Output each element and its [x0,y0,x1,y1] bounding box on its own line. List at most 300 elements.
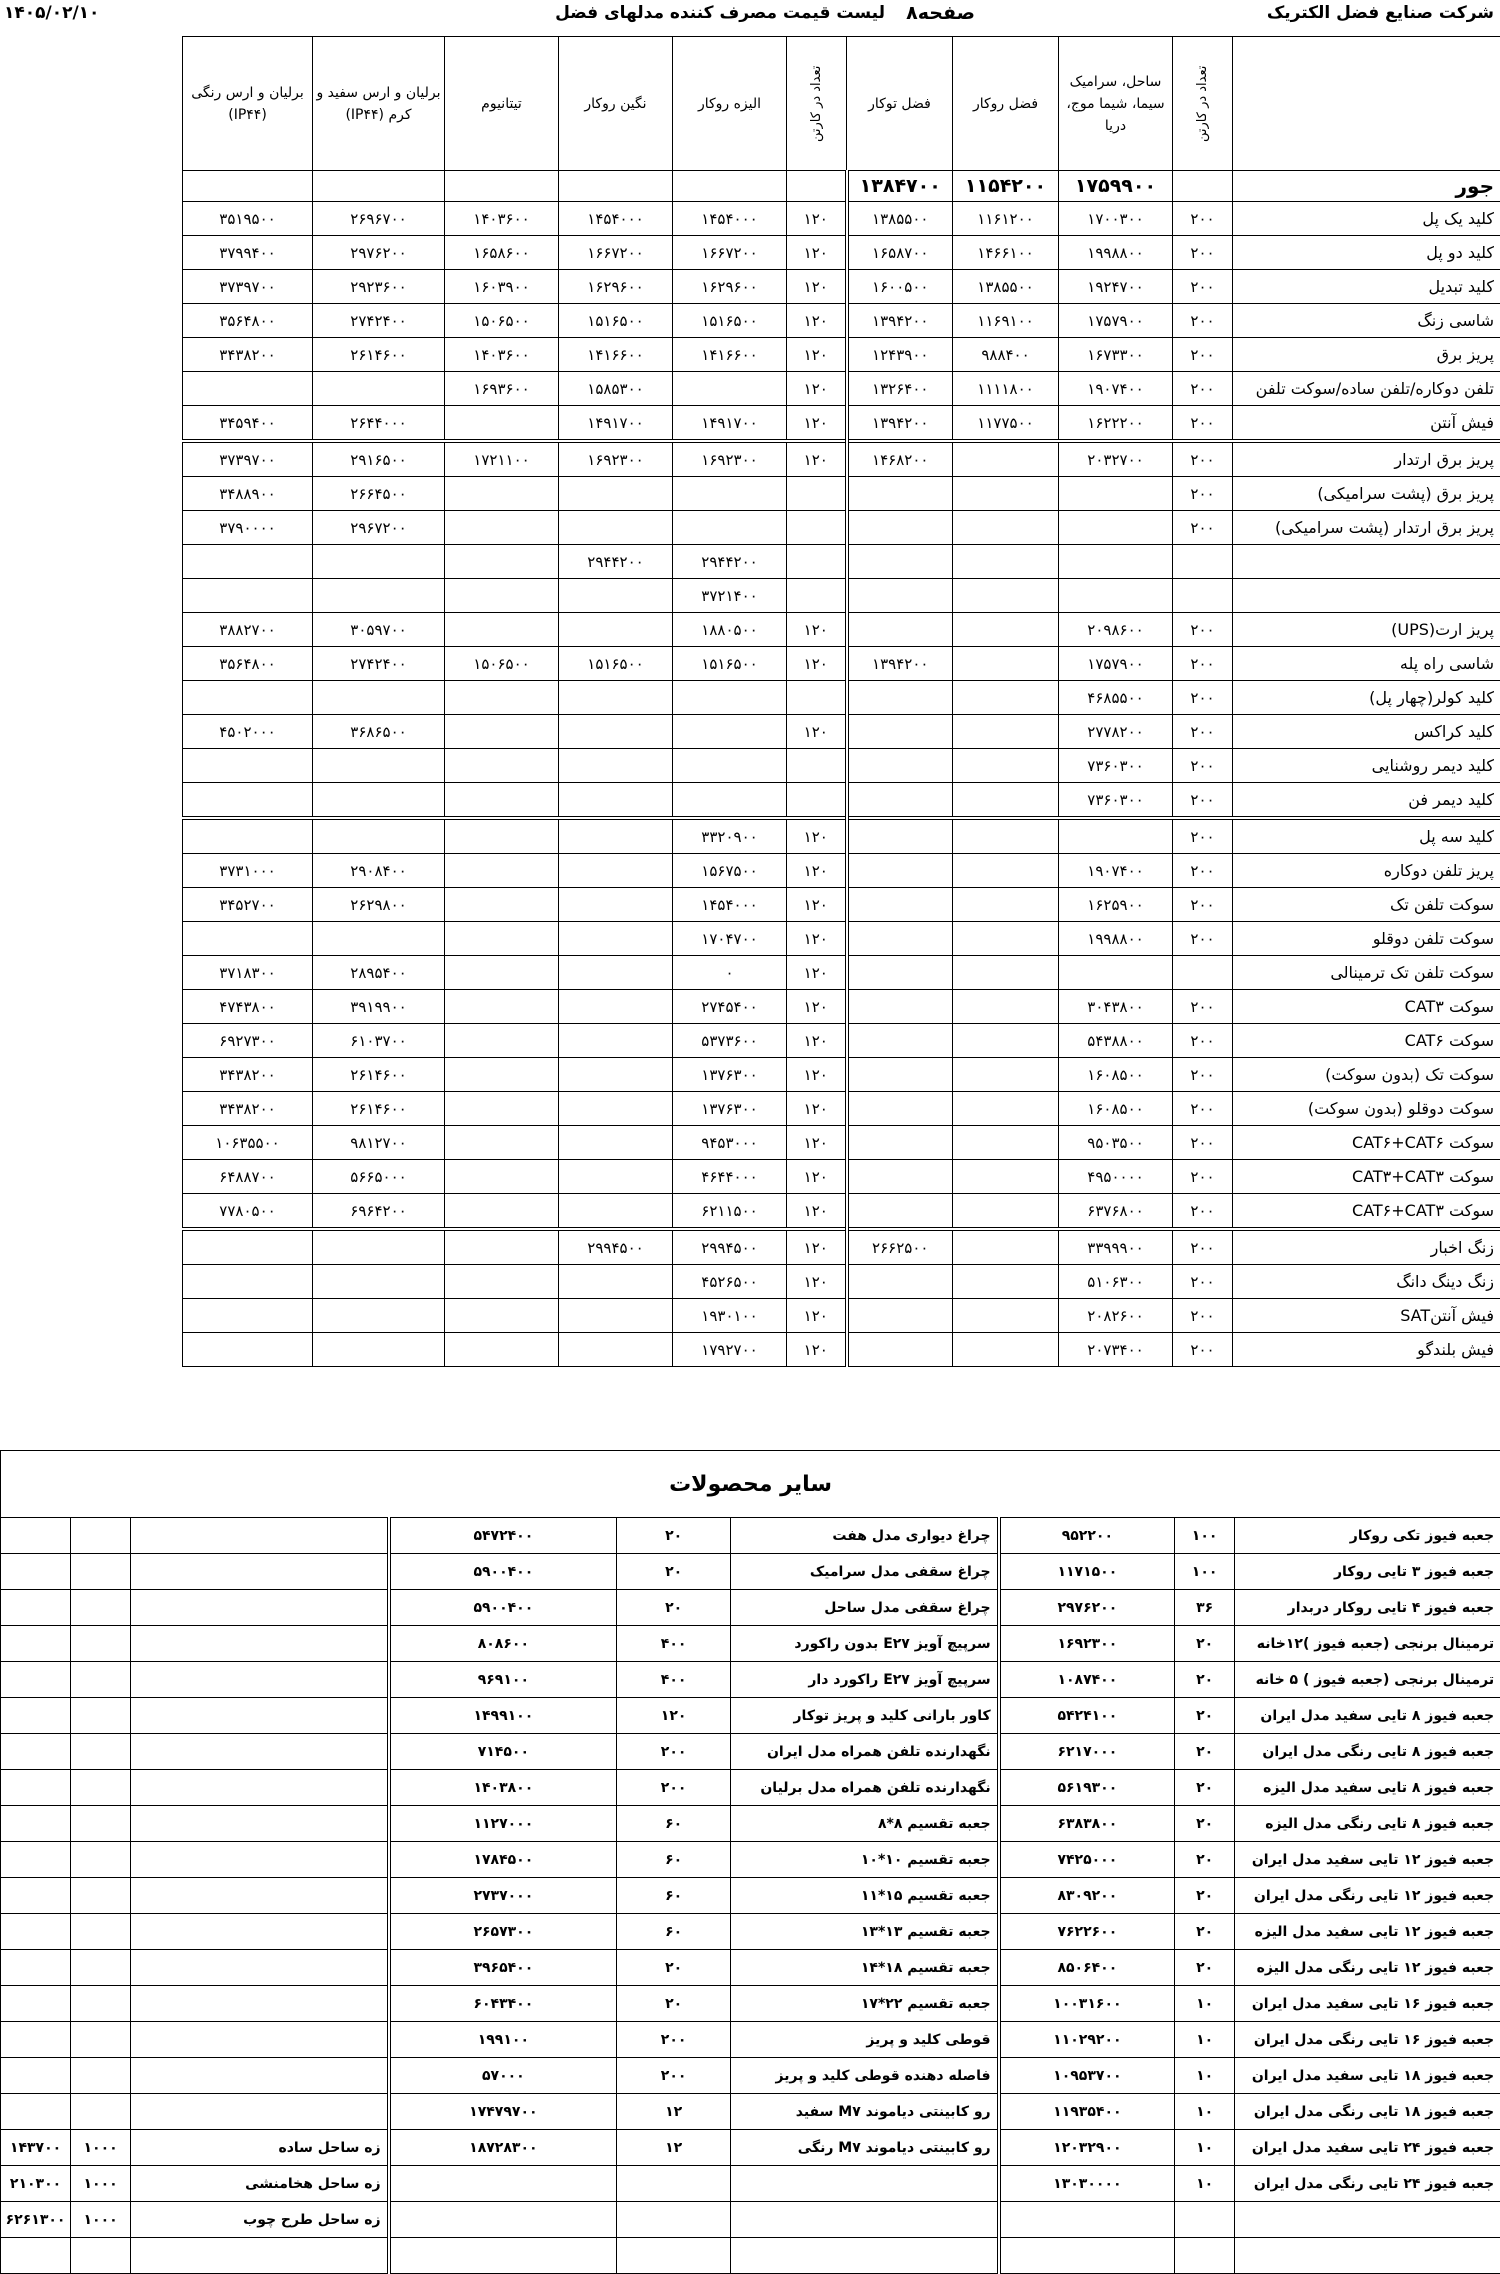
price-cell: ۱۲۰ [787,304,847,338]
price-cell: ۳۴۵۲۷۰۰ [183,888,313,922]
row-label: پریز برق (پشت سرامیکی) [1233,477,1500,511]
price-cell [313,681,445,715]
price-cell: ۱۲۰ [787,202,847,236]
value-cell [389,2202,617,2238]
value-cell [389,2238,617,2274]
column-header: نگین روکار [559,37,673,171]
price-cell: ۴۵۲۶۵۰۰ [673,1265,787,1299]
price-cell [787,477,847,511]
price-cell: ۲۶۲۹۸۰۰ [313,888,445,922]
product-name [131,1698,389,1734]
column-header: فضل روکار [953,37,1059,171]
value-cell: ۶۰ [617,1914,731,1950]
section-title: سایر محصولات [1,1451,1500,1518]
price-cell: ۱۶۶۷۲۰۰ [673,236,787,270]
value-cell: ۳۹۶۵۴۰۰ [389,1950,617,1986]
product-name: جعبه تقسیم ۱۰*۱۰ [731,1842,999,1878]
product-name [131,1806,389,1842]
price-cell [953,888,1059,922]
price-cell [559,1299,673,1333]
price-cell: ۱۳۹۴۲۰۰ [847,647,953,681]
row-label: پریز ارت(UPS) [1233,613,1500,647]
table-row [183,202,1500,236]
price-cell [953,818,1059,854]
column-header: تعداد در کارتن [1173,37,1233,171]
price-cell [953,922,1059,956]
value-cell: ۶۰ [617,1806,731,1842]
product-name: جعبه فیوز ۴ تایی روکار دربدار [1235,1590,1500,1626]
price-cell [953,1229,1059,1265]
value-cell: ۲۷۳۷۰۰۰ [389,1878,617,1914]
price-cell: ۱۴۶۶۱۰۰ [953,236,1059,270]
product-name: جعبه فیوز ۱۸ تایی رنگی مدل ایران [1235,2094,1500,2130]
product-name: چراغ سقفی مدل ساحل [731,1590,999,1626]
other-products-table [0,1450,1500,2274]
price-cell: ۳۷۲۱۴۰۰ [673,579,787,613]
price-cell [559,681,673,715]
price-cell: ۱۲۰ [787,1024,847,1058]
price-cell [445,1299,559,1333]
price-cell: ۱۷۵۷۹۰۰ [1059,304,1173,338]
price-cell: ۲۰۰ [1173,477,1233,511]
product-name: جعبه فیوز ۸ تایی سفید مدل ایران [1235,1698,1500,1734]
price-cell: ۲۰۰ [1173,854,1233,888]
value-cell [1,1842,71,1878]
price-cell: ۱۴۹۱۷۰۰ [559,406,673,442]
value-cell [71,1518,131,1554]
list-item [1,2022,1500,2058]
product-name [131,1626,389,1662]
price-cell [445,545,559,579]
price-cell: ۲۰۰ [1173,647,1233,681]
price-cell: ۴۷۴۳۸۰۰ [183,990,313,1024]
row-label: سوکت CAT۳+CAT۳ [1233,1160,1500,1194]
price-cell: ۶۲۱۱۵۰۰ [673,1194,787,1230]
price-cell: ۲۹۶۷۲۰۰ [313,511,445,545]
price-cell: ۲۰۰ [1173,613,1233,647]
product-name: جعبه فیوز ۳ تایی روکار [1235,1554,1500,1590]
price-cell [313,749,445,783]
product-name [131,1734,389,1770]
row-label: شاسی راه پله [1233,647,1500,681]
table-row [183,338,1500,372]
value-cell: ۱۴۰۳۸۰۰ [389,1770,617,1806]
price-cell: ۲۶۶۲۵۰۰ [847,1229,953,1265]
price-cell: ۳۳۲۰۹۰۰ [673,818,787,854]
value-cell [71,1698,131,1734]
value-cell [1,1590,71,1626]
value-cell: ۱۰۰۰ [71,2130,131,2166]
value-cell [617,2166,731,2202]
product-name [131,1878,389,1914]
price-cell [183,545,313,579]
value-cell: ۱۰ [1175,2166,1235,2202]
value-cell [71,1806,131,1842]
row-label: فیش آنتنSAT [1233,1299,1500,1333]
price-cell [953,511,1059,545]
price-cell [953,990,1059,1024]
list-item [1,2058,1500,2094]
price-cell [847,888,953,922]
price-cell: ۵۴۳۸۸۰۰ [1059,1024,1173,1058]
price-cell [1059,956,1173,990]
row-label: زنگ دینگ دانگ [1233,1265,1500,1299]
price-cell: ۲۶۱۴۶۰۰ [313,1058,445,1092]
table-row [183,477,1500,511]
row-label: سوکت تک (بدون سوکت) [1233,1058,1500,1092]
price-cell: ۱۲۰ [787,715,847,749]
product-name: جعبه فیوز ۱۸ تایی سفید مدل ایران [1235,2058,1500,2094]
value-cell: ۲۱۰۳۰۰ [1,2166,71,2202]
price-cell [313,1299,445,1333]
price-cell [847,990,953,1024]
product-name: جعبه فیوز تکی روکار [1235,1518,1500,1554]
value-cell: ۲۰ [1175,1914,1235,1950]
price-cell: ۱۱۵۴۲۰۰ [953,171,1059,202]
product-name: جعبه تقسیم ۱۳*۱۳ [731,1914,999,1950]
price-cell [445,1333,559,1367]
price-cell [953,854,1059,888]
price-cell [953,1092,1059,1126]
value-cell [1,1806,71,1842]
price-cell [847,681,953,715]
price-cell: ۳۷۳۱۰۰۰ [183,854,313,888]
price-cell: ۲۰۰ [1173,1333,1233,1367]
value-cell: ۱۰۹۵۳۷۰۰ [999,2058,1175,2094]
table-row [183,922,1500,956]
price-cell: ۱۵۱۶۵۰۰ [559,304,673,338]
value-cell: ۸۳۰۹۲۰۰ [999,1878,1175,1914]
price-cell: ۱۲۴۳۹۰۰ [847,338,953,372]
price-cell [847,477,953,511]
product-name [131,1662,389,1698]
value-cell: ۲۰ [1175,1842,1235,1878]
value-cell: ۱۱۲۷۰۰۰ [389,1806,617,1842]
table-row [183,441,1500,477]
price-cell: ۱۶۰۸۵۰۰ [1059,1092,1173,1126]
company-name: شرکت صنایع فضل الکتریک [1266,3,1494,23]
price-cell: ۱۵۱۶۵۰۰ [673,304,787,338]
price-cell [673,715,787,749]
value-cell: ۱۳۰۳۰۰۰۰ [999,2166,1175,2202]
price-cell: ۲۶۴۴۰۰۰ [313,406,445,442]
row-label: کلید یک پل [1233,202,1500,236]
price-cell: ۳۷۳۹۷۰۰ [183,441,313,477]
price-cell: ۱۵۰۶۵۰۰ [445,647,559,681]
column-header: ساحل، سرامیک سیما، شیما موج، دریا [1059,37,1173,171]
table-row [183,171,1500,202]
value-cell [71,1878,131,1914]
price-cell: ۱۶۷۳۳۰۰ [1059,338,1173,372]
price-cell [313,783,445,819]
product-name: رو کابینتی دیاموند M۷ رنگی [731,2130,999,2166]
value-cell [71,1590,131,1626]
price-cell: ۶۹۲۷۳۰۰ [183,1024,313,1058]
price-cell [953,579,1059,613]
value-cell [71,1950,131,1986]
price-cell: ۱۳۷۶۳۰۰ [673,1092,787,1126]
price-cell: ۷۳۶۰۳۰۰ [1059,783,1173,819]
price-cell [953,647,1059,681]
price-cell [183,681,313,715]
price-cell [953,545,1059,579]
price-cell [559,477,673,511]
value-cell [71,1842,131,1878]
product-name [1235,2238,1500,2274]
price-cell: ۱۴۹۱۷۰۰ [673,406,787,442]
price-cell [445,854,559,888]
price-cell [953,441,1059,477]
price-cell: ۲۶۹۶۷۰۰ [313,202,445,236]
price-cell [787,171,847,202]
price-cell: ۲۰۰ [1173,922,1233,956]
price-cell: ۱۲۰ [787,1333,847,1367]
price-cell [559,956,673,990]
product-name: نگهدارنده تلفن همراه مدل ایران [731,1734,999,1770]
price-cell: ۱۶۹۲۳۰۰ [673,441,787,477]
value-cell [1175,2238,1235,2274]
price-table [182,36,1500,1367]
price-cell [559,818,673,854]
price-cell: ۳۷۱۸۳۰۰ [183,956,313,990]
price-cell [559,1333,673,1367]
list-item [1,1626,1500,1662]
price-cell: ۳۶۸۶۵۰۰ [313,715,445,749]
value-cell: ۵۴۲۴۱۰۰ [999,1698,1175,1734]
price-cell: ۲۶۶۴۵۰۰ [313,477,445,511]
value-cell: ۴۰۰ [617,1626,731,1662]
price-cell: ۲۰۷۳۴۰۰ [1059,1333,1173,1367]
price-cell: ۲۷۴۵۴۰۰ [673,990,787,1024]
price-cell: ۱۶۹۲۳۰۰ [559,441,673,477]
product-name: کاور بارانی کلید و پریز توکار [731,1698,999,1734]
price-cell [559,888,673,922]
price-cell [953,1299,1059,1333]
price-cell: ۲۰۹۸۶۰۰ [1059,613,1173,647]
row-label: زنگ اخبار [1233,1229,1500,1265]
value-cell: ۲۰ [617,1950,731,1986]
price-cell [953,1265,1059,1299]
price-cell [445,818,559,854]
price-cell [445,1194,559,1230]
table-row [183,1299,1500,1333]
price-cell [847,1299,953,1333]
price-cell: ۳۴۳۸۲۰۰ [183,1058,313,1092]
product-name: جعبه تقسیم ۲۲*۱۷ [731,1986,999,2022]
product-name [131,2238,389,2274]
value-cell [1,1734,71,1770]
price-cell: ۱۱۷۷۵۰۰ [953,406,1059,442]
price-cell: ۲۰۸۲۶۰۰ [1059,1299,1173,1333]
price-cell: ۲۰۰ [1173,1058,1233,1092]
price-cell [673,511,787,545]
price-cell: ۱۲۰ [787,956,847,990]
table-row [183,1229,1500,1265]
table-row [183,956,1500,990]
price-cell: ۲۷۴۲۴۰۰ [313,647,445,681]
price-cell: ۱۲۰ [787,270,847,304]
page-title: لیست قیمت مصرف کننده مدلهای فضل [555,3,885,23]
price-cell: ۱۲۰ [787,338,847,372]
price-cell: ۹۴۵۳۰۰۰ [673,1126,787,1160]
price-cell: ۲۰۰ [1173,511,1233,545]
price-cell: ۷۷۸۰۵۰۰ [183,1194,313,1230]
value-cell: ۸۰۸۶۰۰ [389,1626,617,1662]
price-cell: ۱۵۰۶۵۰۰ [445,304,559,338]
price-cell: ۱۲۰ [787,372,847,406]
price-cell [953,749,1059,783]
product-name: جعبه فیوز ۲۴ تایی رنگی مدل ایران [1235,2166,1500,2202]
list-item [1,2202,1500,2238]
column-header: الیزه روکار [673,37,787,171]
price-cell: ۹۵۰۳۵۰۰ [1059,1126,1173,1160]
list-item [1,1842,1500,1878]
value-cell: ۵۹۰۰۴۰۰ [389,1590,617,1626]
value-cell [1,1770,71,1806]
product-name [731,2238,999,2274]
price-cell: ۱۳۸۴۷۰۰ [847,171,953,202]
price-cell [445,511,559,545]
price-cell: ۳۵۶۴۸۰۰ [183,647,313,681]
value-cell: ۱۹۹۱۰۰ [389,2022,617,2058]
row-label: سوکت CAT۶+CAT۶ [1233,1126,1500,1160]
price-cell: ۱۴۵۴۰۰۰ [673,202,787,236]
table-row [183,854,1500,888]
price-cell [445,1265,559,1299]
value-cell [1,1626,71,1662]
price-cell: ۱۶۲۹۶۰۰ [673,270,787,304]
price-cell [313,579,445,613]
row-label: کلید دیمر روشنایی [1233,749,1500,783]
value-cell: ۲۰ [1175,1770,1235,1806]
price-cell [953,1194,1059,1230]
value-cell [1,2022,71,2058]
price-cell: ۲۰۰ [1173,304,1233,338]
table-row [183,304,1500,338]
price-cell: ۲۷۷۸۲۰۰ [1059,715,1173,749]
price-cell [559,1058,673,1092]
value-cell [1,1878,71,1914]
price-cell: ۱۲۰ [787,1092,847,1126]
price-cell [847,1024,953,1058]
price-cell: ۱۵۸۵۳۰۰ [559,372,673,406]
column-header [1233,37,1500,171]
price-cell: ۲۹۴۴۲۰۰ [559,545,673,579]
price-cell [847,1058,953,1092]
price-cell [183,1333,313,1367]
price-cell: ۱۷۵۹۹۰۰ [1059,171,1173,202]
row-label: سوکت دوقلو (بدون سوکت) [1233,1092,1500,1126]
price-cell: ۱۷۲۱۱۰۰ [445,441,559,477]
table-row [183,715,1500,749]
value-cell: ۲۰ [1175,1626,1235,1662]
price-cell: ۲۰۰ [1173,202,1233,236]
price-cell: ۲۸۹۵۴۰۰ [313,956,445,990]
value-cell [1,1554,71,1590]
price-cell [559,783,673,819]
price-cell: ۲۶۱۴۶۰۰ [313,338,445,372]
product-name [731,2202,999,2238]
price-cell: ۳۴۸۸۹۰۰ [183,477,313,511]
value-cell: ۲۰۰ [617,1770,731,1806]
price-cell: ۱۱۶۹۱۰۰ [953,304,1059,338]
value-cell: ۲۰ [1175,1806,1235,1842]
table-row [183,613,1500,647]
price-cell [559,749,673,783]
price-cell: ۱۵۶۷۵۰۰ [673,854,787,888]
price-cell [183,171,313,202]
value-cell: ۲۰۰ [617,2058,731,2094]
row-label: سوکت تلفن تک [1233,888,1500,922]
price-cell: ۲۰۰ [1173,990,1233,1024]
price-cell: ۳۷۳۹۷۰۰ [183,270,313,304]
date: ۱۴۰۵/۰۲/۱۰ [4,3,100,23]
product-name [131,1842,389,1878]
row-label [1233,545,1500,579]
price-cell [445,477,559,511]
product-name: جعبه فیوز ۱۶ تایی سفید مدل ایران [1235,1986,1500,2022]
list-item [1,2130,1500,2166]
list-item [1,2166,1500,2202]
price-cell [445,579,559,613]
price-cell: ۱۹۰۷۴۰۰ [1059,372,1173,406]
price-cell: ۱۴۵۴۰۰۰ [559,202,673,236]
value-cell [617,2202,731,2238]
price-cell: ۱۴۵۴۰۰۰ [673,888,787,922]
price-cell: ۳۵۶۴۸۰۰ [183,304,313,338]
price-cell [445,922,559,956]
price-cell [559,1265,673,1299]
product-name: نگهدارنده تلفن همراه مدل برلیان [731,1770,999,1806]
value-cell [617,2238,731,2274]
price-cell: ۲۰۳۲۷۰۰ [1059,441,1173,477]
product-name [131,1770,389,1806]
price-cell: ۱۳۲۶۴۰۰ [847,372,953,406]
price-cell: ۱۲۰ [787,922,847,956]
price-cell [559,171,673,202]
value-cell: ۲۰ [1175,1950,1235,1986]
price-cell [847,1194,953,1230]
price-cell: ۱۲۰ [787,406,847,442]
table-row [183,1058,1500,1092]
price-cell [313,922,445,956]
price-cell [787,511,847,545]
price-cell: ۶۴۸۸۷۰۰ [183,1160,313,1194]
price-cell [953,681,1059,715]
list-item [1,2094,1500,2130]
row-label: کلید دیمر فن [1233,783,1500,819]
product-name [131,1590,389,1626]
price-cell [673,749,787,783]
price-cell: ۵۱۰۶۳۰۰ [1059,1265,1173,1299]
price-cell [673,681,787,715]
value-cell [1,1986,71,2022]
price-cell [559,579,673,613]
price-cell [445,990,559,1024]
list-item [1,1518,1500,1554]
row-label: کلید سه پل [1233,818,1500,854]
price-cell [953,613,1059,647]
price-cell: ۱۴۱۶۶۰۰ [673,338,787,372]
price-cell: ۳۳۹۹۹۰۰ [1059,1229,1173,1265]
price-cell: ۳۰۴۳۸۰۰ [1059,990,1173,1024]
price-cell [183,818,313,854]
price-cell [847,1265,953,1299]
price-cell: ۲۹۷۶۲۰۰ [313,236,445,270]
price-cell: ۴۶۸۵۵۰۰ [1059,681,1173,715]
value-cell [71,1734,131,1770]
price-cell: ۱۶۰۰۵۰۰ [847,270,953,304]
